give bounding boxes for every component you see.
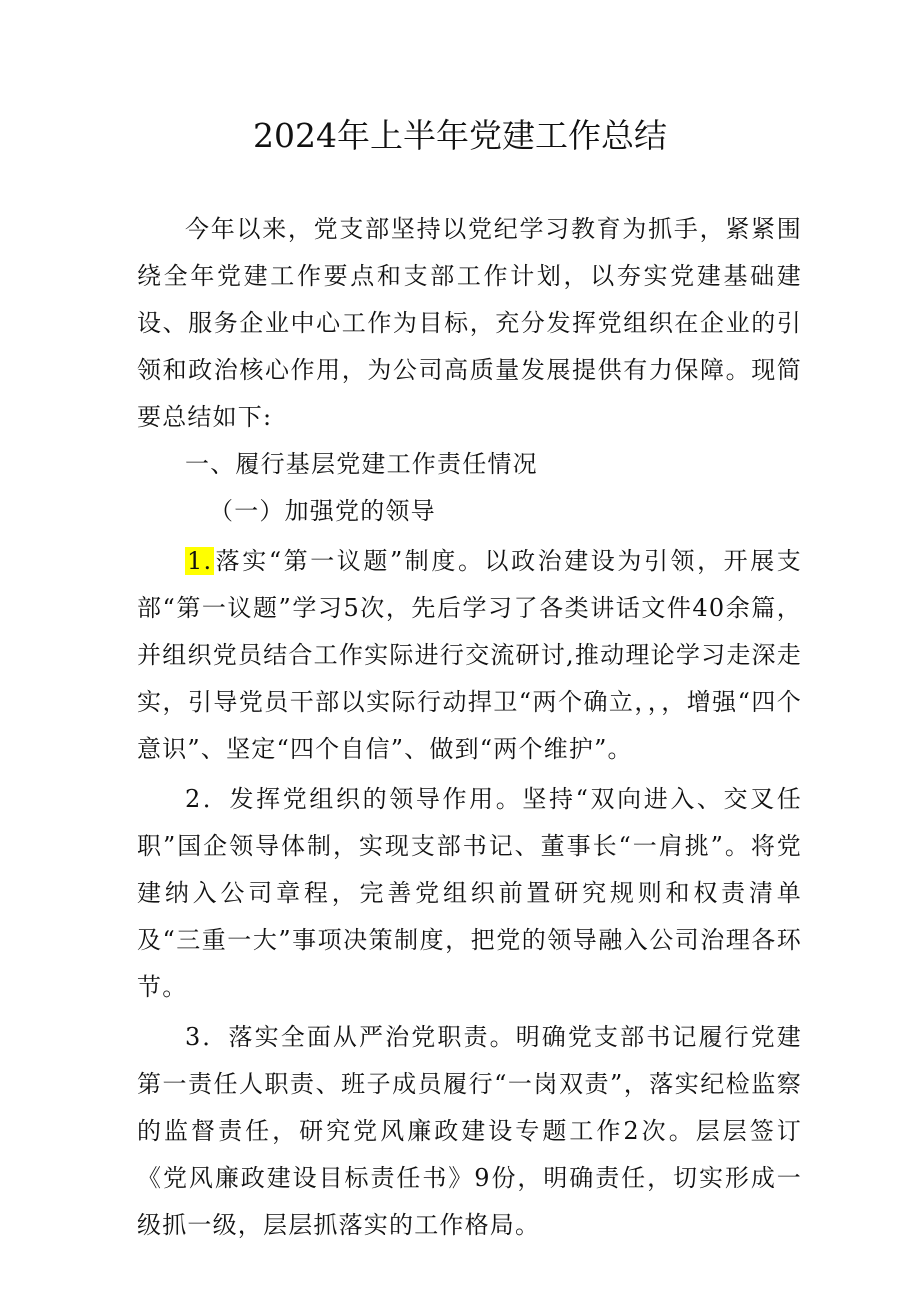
document-title: 2024年上半年党建工作总结 (253, 116, 667, 155)
item-3-paragraph: 3．落实全面从严治党职责。明确党支部书记履行党建第一责任人职责、班子成员履行“一岗双责”，落实纪检监察的监督责任，研究党风廉政建设专题工作2次。层层签订《党风廉政建设目标责任书》9份，明确责任，切实形成一级抓一级，层层抓落实的工作格局。 (137, 1023, 802, 1239)
highlighted-item-number: 1. (187, 547, 213, 575)
item-1-text: 落实“第一议题”制度。以政治建设为引领，开展支部“第一议题”学习5次，先后学习了各类讲话文件40余篇，并组织党员结合工作实际进行交流研讨,推动理论学习走深走实，引导党员干部以实际行动捍卫“两个确立，，，增强“四个意识”、坚定“四个自信”、做到“两个维护”。 (137, 547, 802, 763)
subsection-heading-1: （一）加强党的领导 (209, 497, 436, 525)
item-1-paragraph (137, 538, 802, 773)
document-body (137, 206, 802, 1249)
item-2-paragraph: 2．发挥党组织的领导作用。坚持“双向进入、交叉任职”国企领导体制，实现支部书记、董事长“一肩挑”。将党建纳入公司章程，完善党组织前置研究规则和权责清单及“三重一大”事项决策制度，把党的领导融入公司治理各环节。 (137, 785, 802, 1001)
section-heading-1: 一、履行基层党建工作责任情况 (185, 450, 538, 478)
intro-paragraph: 今年以来，党支部坚持以党纪学习教育为抓手，紧紧围绕全年党建工作要点和支部工作计划，以夯实党建基础建设、服务企业中心工作为目标，充分发挥党组织在企业的引领和政治核心作用，为公司高质量发展提供有力保障。现简要总结如下: (137, 215, 802, 431)
